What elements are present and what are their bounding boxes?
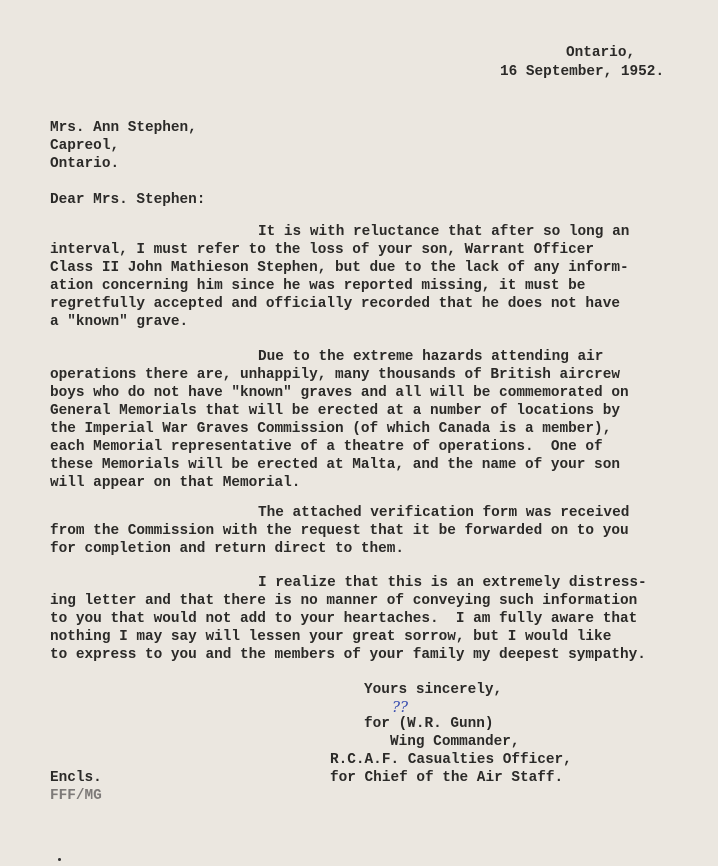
- letter-place: Ontario,: [566, 45, 636, 61]
- paragraph-line: each Memorial representative of a theatre of operations. One of: [50, 439, 603, 455]
- enclosures-note: Encls.: [50, 770, 102, 786]
- address-line: Ontario.: [50, 156, 120, 172]
- paragraph-line: Class II John Mathieson Stephen, but due to the lack of any inform-: [50, 260, 629, 276]
- paper-mark: [58, 858, 61, 861]
- paragraph-line: nothing I may say will lessen your great sorrow, but I would like: [50, 629, 612, 645]
- signer-name: for (W.R. Gunn): [364, 716, 494, 732]
- paragraph-line: The attached verification form was received: [258, 505, 630, 521]
- paragraph-line: the Imperial War Graves Commission (of which Canada is a member),: [50, 421, 612, 437]
- paragraph-line: regretfully accepted and officially recorded that he does not have: [50, 296, 620, 312]
- signer-title: Wing Commander,: [390, 734, 520, 750]
- paragraph-4: [50, 574, 647, 664]
- paragraph-line: these Memorials will be erected at Malta, and the name of your son: [50, 457, 620, 473]
- paragraph-line: to express to you and the members of your family my deepest sympathy.: [50, 647, 646, 663]
- handwritten-signature: ??: [392, 698, 409, 716]
- paragraph-1: [50, 223, 629, 331]
- paragraph-line: General Memorials that will be erected at a number of locations by: [50, 403, 620, 419]
- paragraph-2: [50, 348, 629, 492]
- signer-authority: for Chief of the Air Staff.: [330, 770, 564, 786]
- address-line: Capreol,: [50, 138, 120, 154]
- reference-initials: FFF/MG: [50, 788, 102, 804]
- address-line: Mrs. Ann Stephen,: [50, 120, 197, 136]
- paragraph-line: It is with reluctance that after so long an: [258, 224, 630, 240]
- paragraph-line: I realize that this is an extremely distress-: [258, 575, 647, 591]
- letter-date: 16 September, 1952.: [500, 64, 665, 80]
- paragraph-line: Due to the extreme hazards attending air: [258, 349, 604, 365]
- paragraph-line: will appear on that Memorial.: [50, 475, 301, 491]
- recipient-address: [50, 119, 197, 173]
- paragraph-line: from the Commission with the request that it be forwarded on to you: [50, 523, 629, 539]
- paragraph-line: ation concerning him since he was reported missing, it must be: [50, 278, 586, 294]
- salutation: Dear Mrs. Stephen:: [50, 192, 206, 208]
- signer-office: R.C.A.F. Casualties Officer,: [330, 752, 572, 768]
- valediction: Yours sincerely,: [364, 682, 503, 698]
- paragraph-line: operations there are, unhappily, many thousands of British aircrew: [50, 367, 620, 383]
- paragraph-line: interval, I must refer to the loss of your son, Warrant Officer: [50, 242, 595, 258]
- paragraph-line: boys who do not have "known" graves and all will be commemorated on: [50, 385, 629, 401]
- paragraph-line: a "known" grave.: [50, 314, 189, 330]
- paragraph-line: for completion and return direct to them.: [50, 541, 405, 557]
- paragraph-line: to you that would not add to your heartaches. I am fully aware that: [50, 611, 638, 627]
- paragraph-3: [50, 504, 629, 558]
- paragraph-line: ing letter and that there is no manner of conveying such information: [50, 593, 638, 609]
